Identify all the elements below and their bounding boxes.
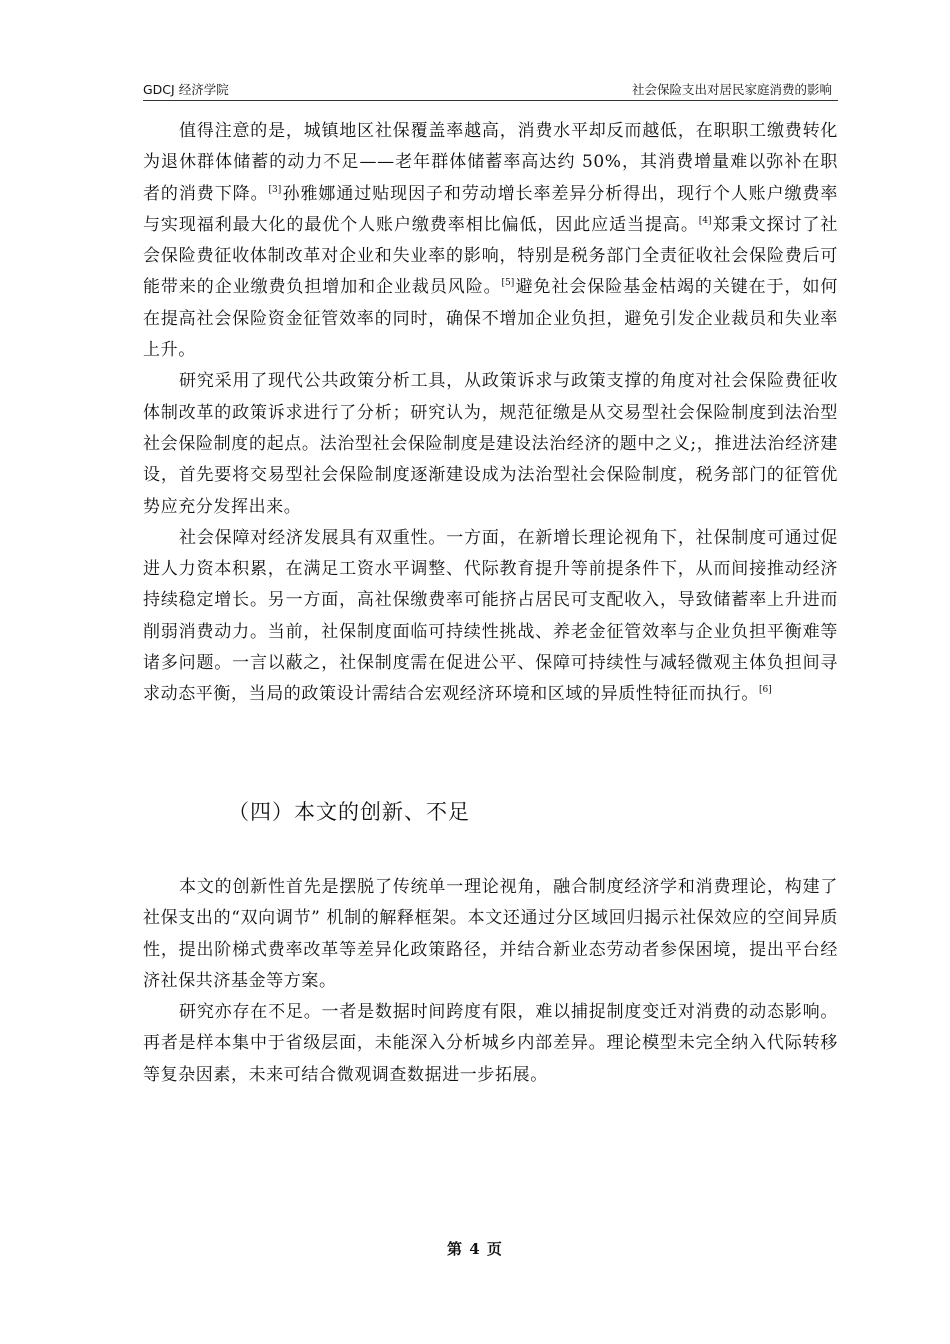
citation: [3] (268, 184, 282, 195)
paragraph: 值得注意的是，城镇地区社保覆盖率越高，消费水平却反而越低，在职职工缴费转化为退休群体储蓄的动力不足——老年群体储蓄率高达约 50%，其消费增量难以弥补在职者的消费下降。[3]孙雅娜通过贴现因子和劳动增长率差异分析得出，现行个人账户缴费率与实现福利最大化的最优个人账户缴费率相比偏低，因此应适当提高。[4]郑秉文探讨了社会保险费征收体制改革对企业和失业率的影响，特别是税务部门全责征收社会保险费后可能带来的企业缴费负担增加和企业裁员风险。[5]避免社会保险基金枯竭的关键在于，如何在提高社会保险资金征管效率的同时，确保不增加企业负担，避免引发企业裁员和失业率上升。 (143, 121, 838, 361)
paragraph: 社会保障对经济发展具有双重性。一方面，在新增长理论视角下，社保制度可通过促进人力资本积累，在满足工资水平调整、代际教育提升等前提条件下，从而间接推动经济持续稳定增长。另一方面，高社保缴费率可能挤占居民可支配收入，导致储蓄率上升进而削弱消费动力。当前，社保制度面临可持续性挑战、养老金征管效率与企业负担平衡难等诸多问题。一言以蔽之，社保制度需在促进公平、保障可持续性与减轻微观主体负担间寻求动态平衡，当局的政策设计需结合宏观经济环境和区域的异质性特征而执行。[6] (143, 527, 838, 705)
section-heading: （四）本文的创新、不足 (228, 800, 470, 824)
paragraph: 本文的创新性首先是摆脱了传统单一理论视角，融合制度经济学和消费理论，构建了社保支出的“双向调节” 机制的解释框架。本文还通过分区域回归揭示社保效应的空间异质性，提出阶梯式费率改革等差异化政策路径，并结合新业态劳动者参保困境，提出平台经济社保共济基金等方案。 (143, 877, 838, 991)
header-divider (143, 100, 838, 101)
header-school: GDCJ 经济学院 (143, 82, 229, 97)
paragraph: 研究亦存在不足。一者是数据时间跨度有限，难以捕捉制度变迁对消费的动态影响。再者是样本集中于省级层面，未能深入分析城乡内部差异。理论模型未完全纳入代际转移等复杂因素，未来可结合微观调查数据进一步拓展。 (143, 1002, 838, 1085)
innovation-text (143, 872, 838, 1091)
header-title: 社会保险支出对居民家庭消费的影响 (631, 82, 832, 97)
paragraph: 研究采用了现代公共政策分析工具，从政策诉求与政策支撑的角度对社会保险费征收体制改革的政策诉求进行了分析；研究认为，规范征缴是从交易型社会保险制度到法治型社会保险制度的起点。法治型社会保险制度是建设法治经济的题中之义;，推进法治经济建设，首先要将交易型社会保险制度逐渐建设成为法治型社会保险制度，税务部门的征管优势应充分发挥出来。 (143, 371, 838, 517)
page-number: 第 4 页 (447, 1240, 503, 1258)
citation: [5] (501, 278, 515, 289)
citation: [4] (698, 215, 712, 226)
literature-review-text (143, 116, 838, 711)
page-header (143, 78, 838, 100)
citation: [6] (759, 685, 772, 696)
